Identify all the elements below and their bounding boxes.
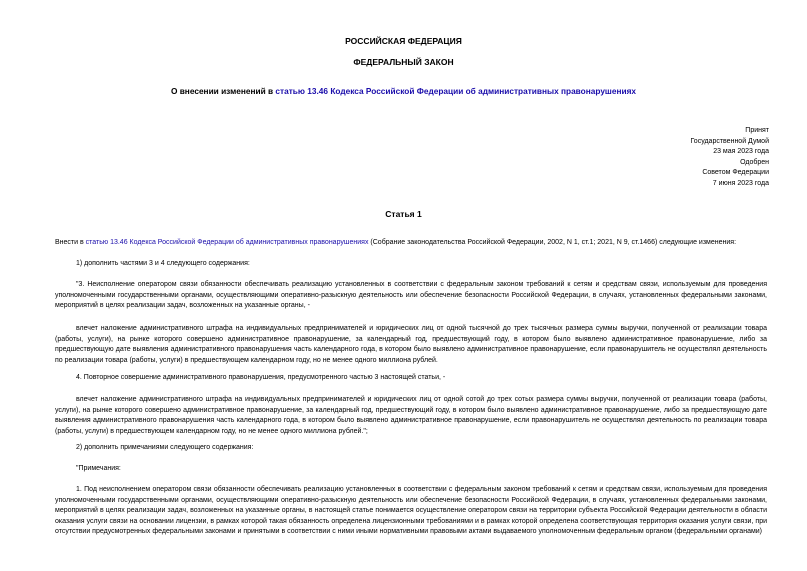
acceptance-block (690, 126, 769, 190)
intro-prefix: Внести в (55, 239, 86, 246)
federation-council-label: Советом Федерации (702, 169, 769, 177)
article-13-46-link[interactable]: статью 13.46 Кодекса Российской Федерации об административных правонарушениях (275, 86, 637, 96)
paragraph-part-3: "3. Неисполнение оператором связи обязанности обеспечивать реализацию установленных в соответствии с федеральным законом требований к сетям и средствам связи, используемым для проведения уполномоченными государственными органами, осуществляющими оперативно-разыскную деятельность или обеспечение безопасности Российской Федерации, в случаях, установленных федеральными законами, мероприятий в целях реализации задач, возложенных на указанные органы, - (55, 281, 767, 310)
country-heading: РОССИЙСКАЯ ФЕДЕРАЦИЯ (345, 36, 462, 46)
paragraph-part-4: 4. Повторное совершение административного правонарушения, предусмотренного частью 3 настоящей статьи, - (76, 374, 446, 381)
paragraph-part-4-penalty: влечет наложение административного штрафа на индивидуальных предпринимателей и юридических лиц от одной сотой до трех сотых размера суммы выручки, полученной от реализации товара (работы, услуги), на рынке которого совершено административное правонарушение, за календарный год, предшествующий году, в котором было выявлено административное правонарушение, либо за предшествующую дате выявления административного правонарушения часть календарного года, в котором было выявлено административное правонарушение, если правонарушитель не осуществлял деятельность по реализации товара (работы, услуги) в предшествующем календарном году, но не менее одного миллиона рублей."; (55, 396, 767, 435)
article-heading: Статья 1 (385, 209, 422, 219)
state-duma-label: Государственной Думой (690, 137, 769, 145)
paragraph-note-1: 1. Под неисполнением оператором связи обязанности обеспечивать реализацию установленных в соответствии с федеральным законом требований к сетям и средствам связи, используемым для проведения уполномоченными государственными органами, осуществляющими оперативно-разыскную деятельность или обеспечение безопасности Российской Федерации, в случаях, установленных федеральными законами, мероприятий в целях реализации задач, возложенных на указанные органы, в настоящей статье понимается осуществление оператором связи на территории субъекта Российской Федерации деятельности в области оказания услуги связи на основании лицензии, в рамках которой такая обязанность определена лицензионными требованиями и в рамках которой определена соответствующая территория оказания услуги связи, при отсутствии предусмотренных федеральными законами и принятыми в соответствии с ними иными нормативными правовыми актами выдаваемого уполномоченным федеральным органом (федеральными органами) (55, 486, 767, 536)
accepted-label: Принят (745, 127, 769, 134)
approved-label: Одобрен (740, 158, 769, 166)
intro-article-link[interactable]: статью 13.46 Кодекса Российской Федерации об административных правонарушениях (85, 239, 369, 246)
intro-suffix: (Собрание законодательства Российской Федерации, 2002, N 1, ст.1; 2021, N 9, ст.1466) следующие изменения: (368, 239, 737, 246)
notes-heading: "Примечания: (76, 465, 121, 472)
law-title (0, 86, 807, 96)
law-type-heading: ФЕДЕРАЛЬНЫЙ ЗАКОН (353, 57, 454, 67)
council-date: 7 июня 2023 года (712, 179, 769, 187)
article-intro (55, 238, 767, 249)
paragraph-item-1: 1) дополнить частями 3 и 4 следующего содержания: (76, 260, 250, 267)
paragraph-part-3-penalty: влечет наложение административного штрафа на индивидуальных предпринимателей и юридических лиц от одной тысячной до трех тысячных размера суммы выручки, полученной от реализации товара (работы, услуги), на рынке которого совершено административное правонарушение, за календарный год, предшествующий году, в котором было выявлено административное правонарушение, либо за предшествующую дате выявления административного правонарушения часть календарного года, в котором было выявлено административное правонарушение, если правонарушитель не осуществлял деятельность по реализации товара (работы, услуги) в предшествующем календарном году, но не менее одного миллиона рублей. (55, 325, 767, 364)
law-title-prefix: О внесении изменений в (170, 86, 276, 96)
paragraph-item-2: 2) дополнить примечаниями следующего содержания: (76, 444, 254, 451)
duma-date: 23 мая 2023 года (713, 148, 769, 156)
